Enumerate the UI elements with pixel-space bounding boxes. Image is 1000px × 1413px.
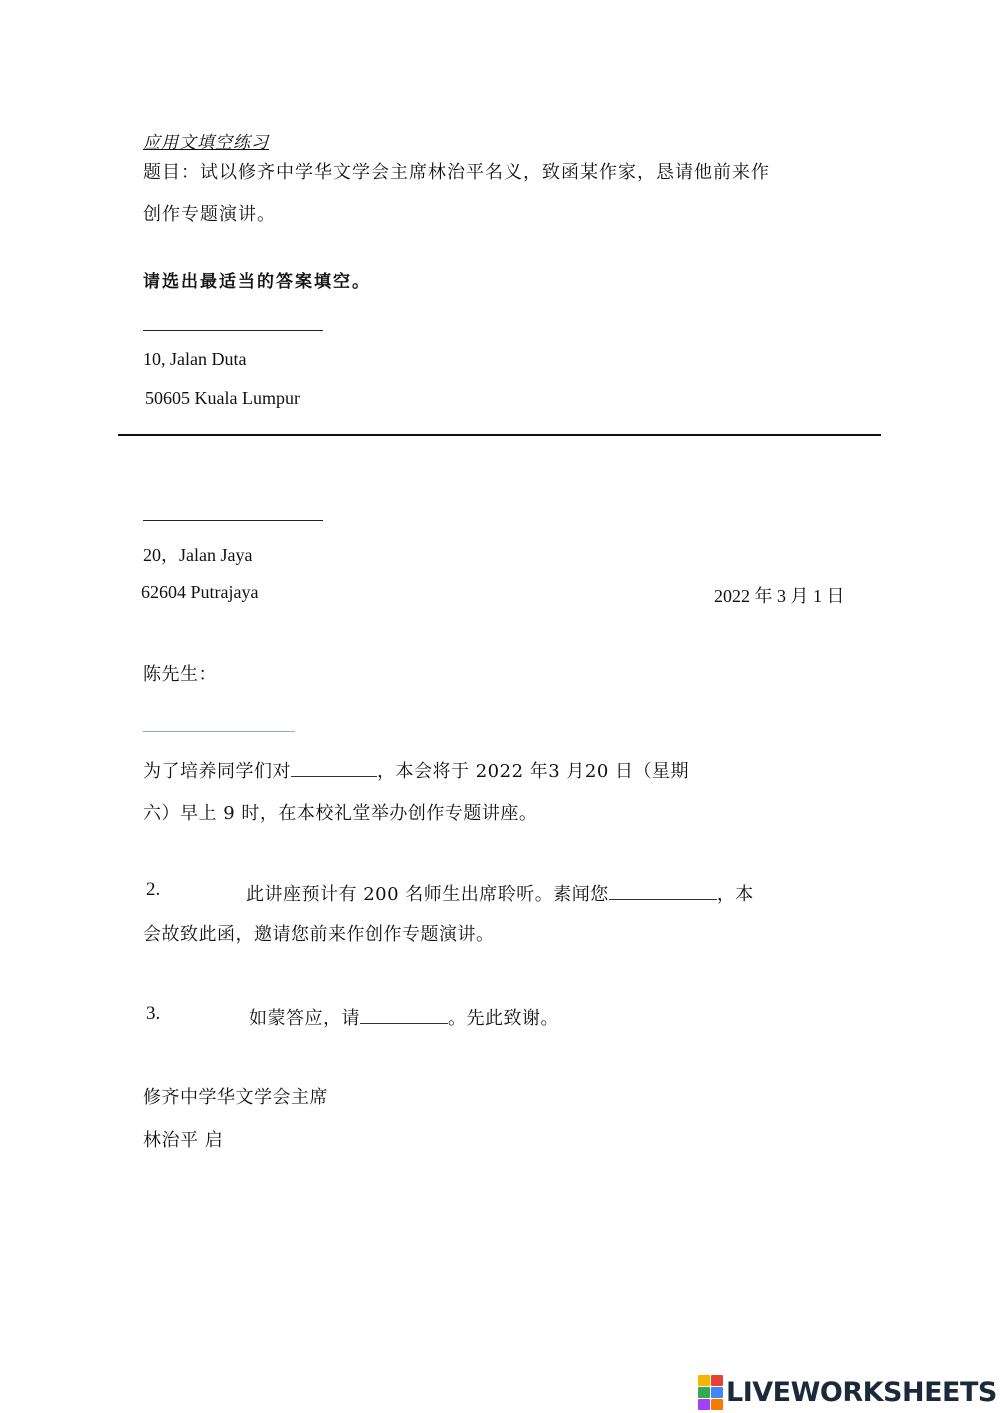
sender-address-line-2: 50605 Kuala Lumpur: [145, 388, 300, 408]
recipient-address-line-2: 62604 Putrajaya: [141, 582, 259, 602]
paragraph-3-blank[interactable]: [360, 1005, 448, 1024]
sender-name-blank[interactable]: [143, 330, 323, 331]
letter-date: 2022 年 3 月 1 日: [714, 586, 845, 606]
logo-text: LIVEWORKSHEETS: [726, 1376, 997, 1408]
logo-block-icon: [711, 1375, 723, 1386]
signature-name: 林治平 启: [143, 1130, 224, 1151]
paragraph-2-line-2: 会故致此函，邀请您前来作创作专题演讲。: [143, 924, 495, 945]
paragraph-1-line-1: [143, 757, 689, 783]
liveworksheets-logo[interactable]: [698, 1375, 997, 1409]
prompt-line-2: 创作专题演讲。: [143, 204, 276, 225]
logo-block-icon: [711, 1387, 723, 1398]
paragraph-1-line-2: 六）早上 9 时，在本校礼堂举办创作专题讲座。: [143, 803, 538, 824]
paragraph-2-text-b: ，本: [716, 884, 754, 905]
paragraph-1-text-b: ，本会将于 2022 年3 月20 日（星期: [377, 761, 690, 782]
worksheet-title: 应用文填空练习: [143, 133, 269, 153]
paragraph-3-text-b: 。先此致谢。: [448, 1008, 559, 1029]
instruction-text: 请选出最适当的答案填空。: [143, 272, 371, 292]
subject-blank[interactable]: [143, 731, 295, 732]
paragraph-2-text-a: 此讲座预计有 200 名师生出席聆听。素闻您: [246, 884, 609, 905]
sender-address-line-1: 10, Jalan Duta: [143, 349, 247, 369]
logo-block-icon: [698, 1399, 710, 1410]
paragraph-3-line-1: [249, 1004, 559, 1030]
recipient-address-line-1: 20，Jalan Jaya: [143, 545, 253, 565]
logo-block-icon: [698, 1375, 710, 1386]
recipient-name-blank[interactable]: [143, 520, 323, 521]
paragraph-1-blank[interactable]: [291, 758, 377, 777]
logo-block-icon: [711, 1399, 723, 1410]
prompt-line-1: 题目：试以修齐中学华文学会主席林治平名义，致函某作家，恳请他前来作: [143, 162, 770, 183]
logo-block-icon: [698, 1387, 710, 1398]
paragraph-3-text-a: 如蒙答应，请: [249, 1008, 360, 1029]
salutation: 陈先生：: [143, 664, 217, 685]
paragraph-3-number: 3.: [146, 1003, 161, 1024]
letterhead-divider: [118, 434, 881, 436]
paragraph-1-text-a: 为了培养同学们对: [143, 761, 291, 782]
logo-blocks-icon: [698, 1375, 723, 1410]
paragraph-2-line-1: [246, 880, 754, 906]
signature-title: 修齐中学华文学会主席: [143, 1087, 328, 1108]
paragraph-2-blank[interactable]: [609, 881, 717, 900]
paragraph-2-number: 2.: [146, 879, 161, 900]
